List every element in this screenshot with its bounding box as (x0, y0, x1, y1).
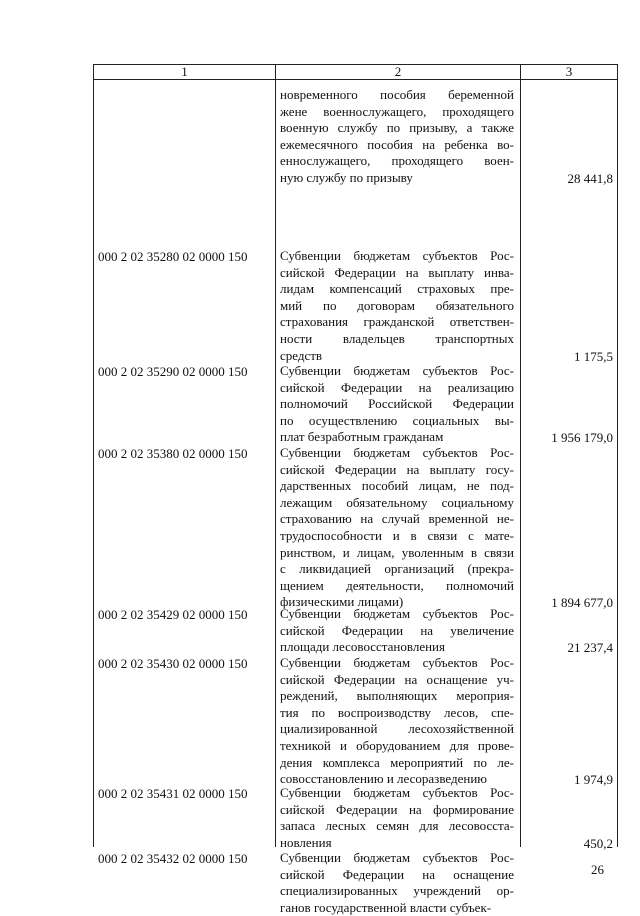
description-line: военную службу по призыву, а также (280, 120, 514, 136)
description-line: площади лесовосстановления (280, 639, 445, 655)
description-line: дения комплекса мероприятий по ле- (280, 754, 514, 770)
budget-code: 000 2 02 35429 02 0000 150 (98, 607, 248, 622)
description-line: лежащим обязательному социальному (280, 494, 514, 510)
description-line: по осуществлению социальных вы- (280, 412, 514, 428)
description-line: щением деятельности, полномочий (280, 577, 514, 593)
description-line: жене военнослужащего, проходящего (280, 103, 514, 119)
budget-code: 000 2 02 35380 02 0000 150 (98, 446, 248, 461)
description-line: ринством, и лицам, уволенным в связи (280, 544, 514, 560)
description-line: плат безработным гражданам (280, 429, 444, 445)
column-divider-2 (520, 80, 521, 847)
description-line: Субвенции бюджетам субъектов Рос- (280, 363, 514, 378)
description-line: лидам компенсаций страховых пре- (280, 281, 514, 297)
budget-amount: 450,2 (583, 835, 613, 851)
description-line: специализированных учреждений ор- (280, 883, 514, 899)
budget-code: 000 2 02 35280 02 0000 150 (98, 249, 248, 264)
description-line: страхования гражданской ответствен- (280, 314, 514, 330)
description-line: ности владельцев транспортных (280, 330, 514, 346)
description-line: циализированной лесохозяйственной (280, 721, 514, 737)
column-header-1: 1 (94, 65, 276, 80)
description-line: Субвенции бюджетам субъектов Рос- (280, 785, 514, 800)
budget-description (280, 445, 514, 611)
description-line: совосстановлению и лесоразведению (280, 771, 487, 787)
column-header-3: 3 (521, 65, 617, 80)
description-line: еннослужащего, проходящего воен- (280, 153, 514, 169)
budget-description (280, 606, 514, 656)
budget-amount: 1 974,9 (574, 772, 613, 788)
budget-description (280, 785, 514, 851)
description-line: Субвенции бюджетам субъектов Рос- (280, 248, 514, 263)
description-line: мий по договорам обязательного (280, 297, 514, 313)
budget-code: 000 2 02 35290 02 0000 150 (98, 364, 248, 379)
description-line: физическими лицами) (280, 594, 404, 610)
description-line: страхованию на случай временной не- (280, 511, 514, 527)
description-line: дарственных пособий лицам, не под- (280, 478, 514, 494)
description-line: ежемесячного пособия на ребенка во- (280, 136, 514, 152)
description-line: сийской Федерации на выплату инва- (280, 264, 514, 280)
column-divider-1 (275, 80, 276, 847)
budget-amount: 21 237,4 (567, 640, 613, 656)
description-line: Субвенции бюджетам субъектов Рос- (280, 850, 514, 865)
budget-description (280, 87, 514, 187)
budget-code: 000 2 02 35430 02 0000 150 (98, 656, 248, 671)
budget-description (280, 655, 514, 788)
column-header-2: 2 (276, 65, 521, 80)
budget-amount: 1 956 179,0 (551, 430, 613, 446)
budget-description (280, 248, 514, 364)
description-line: сийской Федерации на оснащение уч- (280, 671, 514, 687)
description-line: сийской Федерации на выплату госу- (280, 461, 514, 477)
description-line: с ликвидацией организаций (прекра- (280, 561, 514, 577)
description-line: полномочий Российской Федерации (280, 396, 514, 412)
budget-amount: 1 175,5 (574, 348, 613, 364)
budget-code: 000 2 02 35432 02 0000 150 (98, 851, 248, 866)
budget-description (280, 850, 514, 916)
description-line: ную службу по призыву (280, 169, 413, 185)
description-line: сийской Федерации на реализацию (280, 379, 514, 395)
description-line: трудоспособности и в связи с мате- (280, 527, 514, 543)
budget-amount: 28 441,8 (567, 171, 613, 186)
budget-description (280, 363, 514, 446)
description-line: тия по воспроизводству лесов, спе- (280, 704, 514, 720)
description-line: Субвенции бюджетам субъектов Рос- (280, 655, 514, 670)
description-line: ганов государственной власти субъек- (280, 899, 492, 915)
description-line: запаса лесных семян для лесовосста- (280, 818, 514, 834)
description-line: техникой и оборудованием для прове- (280, 737, 514, 753)
description-line: сийской Федерации на увеличение (280, 622, 514, 638)
description-line: средств (280, 347, 323, 363)
description-line: новременного пособия беременной (280, 87, 514, 102)
page-number: 26 (591, 862, 604, 877)
budget-code: 000 2 02 35431 02 0000 150 (98, 786, 248, 801)
description-line: сийской Федерации на формирование (280, 801, 514, 817)
budget-amount: 1 894 677,0 (551, 595, 613, 611)
description-line: новления (280, 834, 332, 850)
description-line: сийской Федерации на оснащение (280, 866, 514, 882)
description-line: Субвенции бюджетам субъектов Рос- (280, 606, 514, 621)
description-line: реждений, выполняющих мероприя- (280, 688, 514, 704)
description-line: Субвенции бюджетам субъектов Рос- (280, 445, 514, 460)
